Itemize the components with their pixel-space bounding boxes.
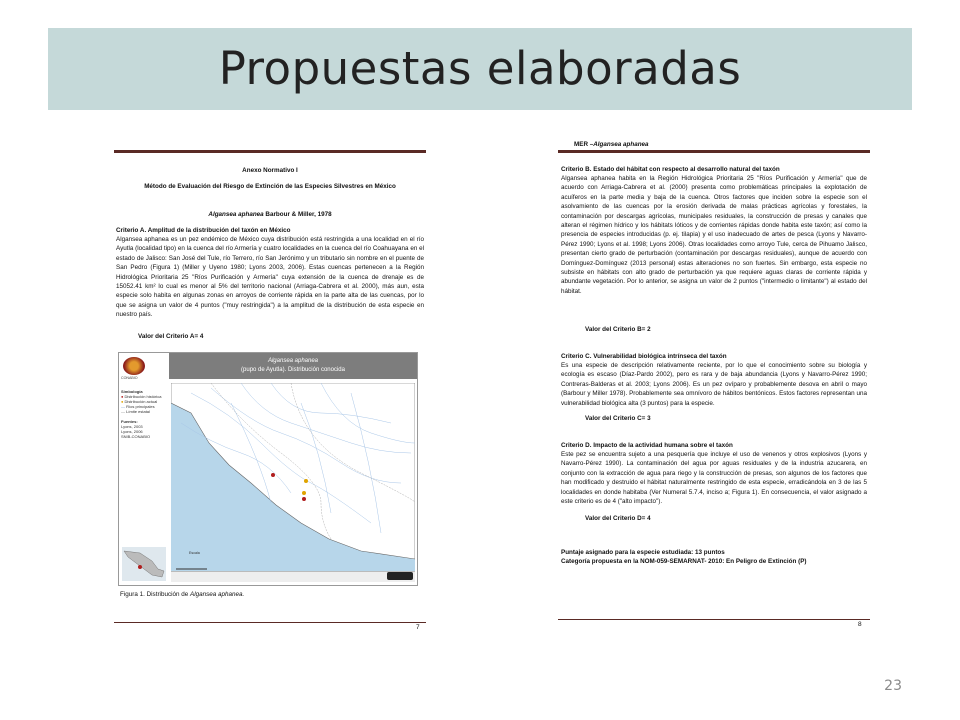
criterion-a-body: Algansea aphanea es un pez endémico de México cuya distribución está restringida a una localidad en el río Ayutla (localidad tipo) en la cuenca del río Armería y cuatro localidades en la cuenca del río Coahuayana en el estado de Jalisco: San José del Tule, río Terrero, río San Jerónimo y un tributario sin nombre en el puente de San Pedro (Figura 1) (Miller y Uyeno 1980; Lyons 2003, 2006). Estas cuencas pertenecen a la Región Hidrológica Prioritaria 25 "Ríos Purificación y Armería" cuya extensión de la cuenca de drenaje es de 15052.41 km² lo cual es menor al 5% del territorio nacional (Arriaga-Cabrera et al. 2000), más aun, esta especie solo habita en algunas zonas en arroyos de corriente rápida en la parte alta de las cuencas, por lo que se asigna un valor de 4 puntos ("muy restringida") a la amplitud de la distribución de esta especie en nuestro país.: [116, 236, 424, 319]
right-top-rule: [558, 150, 870, 153]
criterion-d-value: Valor del Criterio D= 4: [585, 515, 651, 522]
map-title-desc: (pupo de Ayutla). Distribución conocida: [241, 367, 345, 373]
figure-caption: Figura 1. Distribución de Algansea aphanea.: [120, 591, 245, 598]
right-bottom-rule: [558, 619, 870, 620]
legend-item-border: — Límite estatal: [121, 409, 150, 414]
criterion-c-body: Es una especie de descripción relativamente reciente, por lo que el conocimiento sobre su biología y ecología es escaso (Díaz-Pardo 2002), pero es rara y de baja abundancia (Lyons y Navarro-Pérez 1990; Contreras-Balderas et al. 2003; Lyons 2006). Es un pez ovíparo y probablemente desova en abril o mayo (Barbour y Miller 1978). Probablemente sea omnívoro de hábitos bentónicos. Estos factores representan una vulnerabilidad biológica alta (3 puntos) para la especie.: [561, 362, 867, 407]
category-line: Categoría propuesta en la NOM-059-SEMARNAT- 2010: En Peligro de Extinción (P): [561, 558, 807, 565]
criterion-c-value: Valor del Criterio C= 3: [585, 415, 651, 422]
criterion-a-title: Criterio A. Amplitud de la distribución del taxón en México: [116, 227, 291, 234]
method-title: Método de Evaluación del Riesgo de Extinción de las Especies Silvestres en México: [144, 183, 396, 190]
right-header: MER –Algansea aphanea: [574, 141, 649, 148]
annex-title: Anexo Normativo I: [242, 167, 298, 174]
source-3: SNIB-CONABIO: [121, 434, 151, 439]
source-2: Lyons, 2006: [121, 429, 143, 434]
legend-item-historic: ● Distribución histórica: [121, 394, 162, 399]
source-1: Lyons, 2003: [121, 424, 143, 429]
species-author: Barbour & Miller, 1978: [263, 211, 332, 218]
legend-item-rivers: — Ríos principales: [121, 404, 155, 409]
criterion-d-body: Este pez se encuentra sujeto a una pesquería que incluye el uso de venenos y otros explosivos (Lyons y Navarro-Pérez 1990). La contaminación del agua por aguas residuales y de la industria azucarera, en conjunto con la extracción de agua para riego y la construcción de presas, son algunos de los factores que han modificado y destruido el hábitat naturalmente restringido de esta especie, erradicándola en 3 de las 5 localidades en donde habitaba (Ver Numeral 5.7.4, inciso a; Figura 1). En consecuencia, el valor asignado a este criterio es de 4 ("alto impacto").: [561, 451, 867, 506]
criterion-a-value: Valor del Criterio A= 4: [138, 333, 204, 340]
map-title-species: Algansea aphanea: [267, 358, 319, 364]
sources-title: Fuentes:: [121, 419, 138, 424]
legend-title: Simbología: [121, 389, 143, 394]
legend-item-current: ● Distribución actual: [121, 399, 158, 404]
slide-number: 23: [884, 678, 902, 694]
map-scale-label: Escala: [189, 551, 200, 555]
slide-title: Propuestas elaboradas: [218, 42, 742, 95]
conabio-label: CONABIO: [121, 376, 138, 380]
criterion-d-title: Criterio D. Impacto de la actividad humana sobre el taxón: [561, 442, 733, 449]
score-line: Puntaje asignado para la especie estudiada: 13 puntos: [561, 549, 725, 556]
criterion-b-body: Algansea aphanea habita en la Región Hidrológica Prioritaria 25 "Ríos Purificación y Armería" que de acuerdo con Arriaga-Cabrera et al. (2000) presenta como problemáticas principales la explotación de acuíferos en la parte media y baja de la cuenca. Otros factores que inciden sobre la especie son el asolvamiento de las cuencas por la erosión derivada de malas prácticas agrícolas y forestales, la contaminación por descargas agrícolas, municipales residuales, la construcción de presas y canales que alteran el régimen hídrico y los hábitats lóticos y de corrientes rápidas donde habita este taxón; así como la presencia de especies introducidas (p. ej. tilapia) y el uso inadecuado de artes de pesca (Lyons y Navarro-Pérez 1990; Lyons et al. 1998; Lyons 2006). Otras localidades como arroyo Tule, cerca de Pihuamo Jalisco, presentan cierto grado de perturbación (contaminación por descargas residuales), aunque de acuerdo con Domínguez-Domínguez (2013 personal) estas alteraciones no son fuertes. Sin embargo, esta especie no subsiste en hábitats con alto grado de perturbación ya que requiere aguas claras de corriente rápida y abundante vegetación. Por lo anterior, se asigna un valor de 2 puntos ("intermedio o limitante") al estado del hábitat.: [561, 175, 867, 295]
species-name: Algansea aphanea: [208, 211, 264, 218]
right-page-number: 8: [858, 621, 862, 628]
left-page-number: 7: [416, 624, 420, 631]
criterion-c-title: Criterio C. Vulnerabilidad biológica intrínseca del taxón: [561, 353, 727, 360]
criterion-b-value: Valor del Criterio B= 2: [585, 326, 651, 333]
criterion-b-title: Criterio B. Estado del hábitat con respecto al desarrollo natural del taxón: [561, 166, 780, 173]
